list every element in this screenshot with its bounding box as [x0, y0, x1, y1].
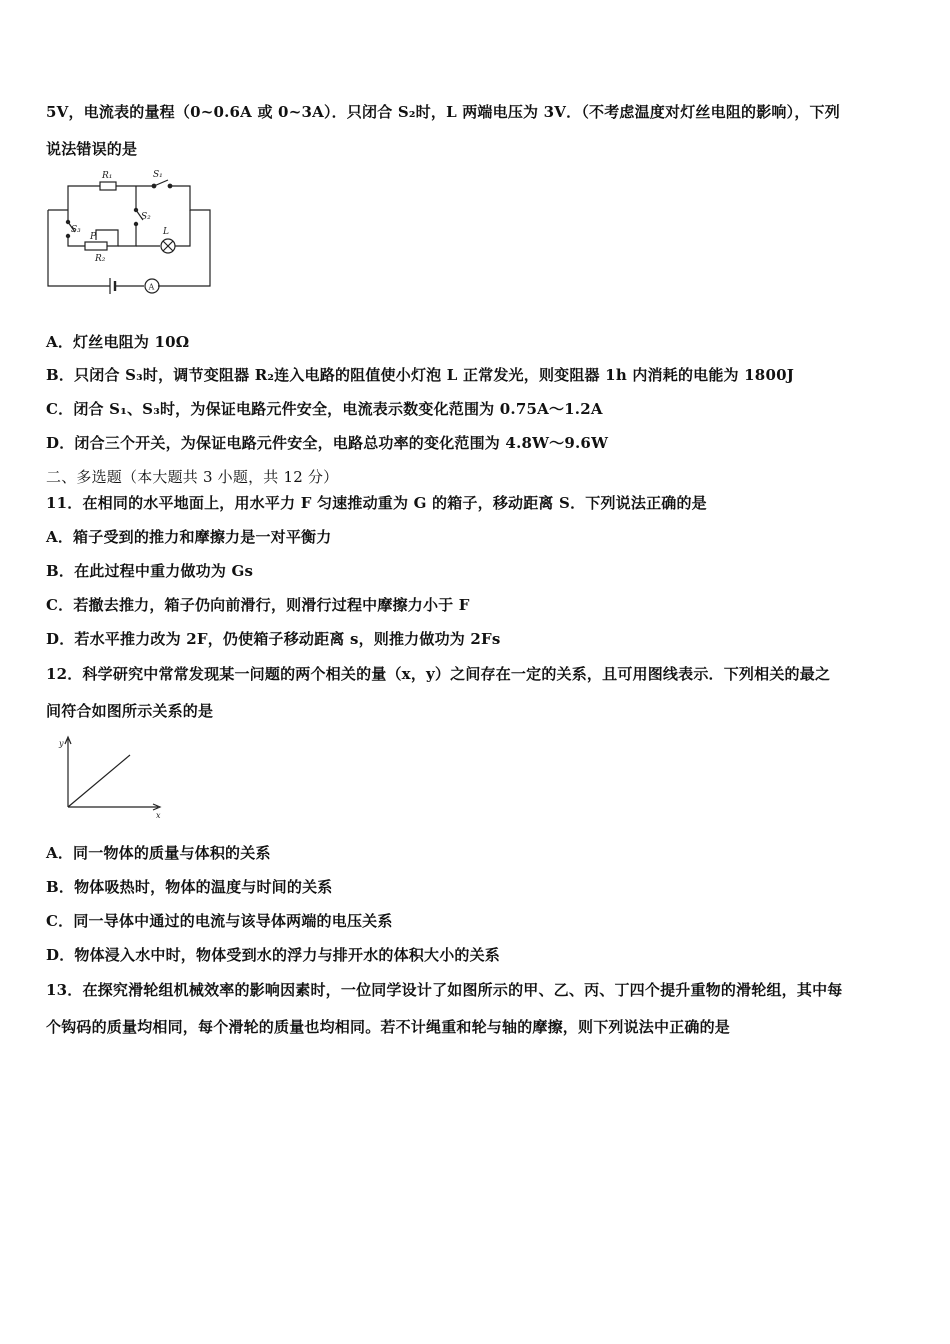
q10-option-b: B．只闭合 S₃时，调节变阻器 R₂连入电路的阻值使小灯泡 L 正常发光，则变阻器 1h 内消耗的电能为 1800J — [46, 366, 795, 384]
x-axis-label: x — [156, 811, 161, 820]
section2-heading: 二、多选题（本大题共 3 小题，共 12 分） — [46, 468, 339, 486]
label-r2: R₂ — [95, 254, 106, 264]
label-s2: S₂ — [141, 212, 151, 222]
label-s1: S₁ — [153, 170, 163, 180]
y-axis-label: y — [59, 739, 64, 748]
q12-option-c: C．同一导体中通过的电流与该导体两端的电压关系 — [46, 912, 393, 930]
q11-option-d: D．若水平推力改为 2F，仍使箱子移动距离 s，则推力做功为 2Fs — [46, 630, 501, 648]
q12-option-d: D．物体浸入水中时，物体受到水的浮力与排开水的体积大小的关系 — [46, 946, 501, 964]
label-s3: S₃ — [71, 225, 81, 235]
q12-stem-line1: 12．科学研究中常常发现某一问题的两个相关的量（x，y）之间存在一定的关系，且可用图线表示．下列相关的最之 — [46, 665, 831, 683]
q12-option-a: A．同一物体的质量与体积的关系 — [46, 844, 271, 862]
q10-stem-line1: 5V，电流表的量程（0~0.6A 或 0~3A）．只闭合 S₂时，L 两端电压为 3V．（不考虑温度对灯丝电阻的影响），下列 — [46, 103, 840, 121]
q10-option-c: C．闭合 S₁、S₃时，为保证电路元件安全，电流表示数变化范围为 0.75A～1.2A — [46, 400, 603, 418]
q12-stem-line2: 间符合如图所示关系的是 — [46, 702, 214, 720]
q10-option-d: D．闭合三个开关，为保证电路元件安全，电路总功率的变化范围为 4.8W～9.6W — [46, 434, 609, 452]
q12-linear-graph — [50, 733, 170, 823]
q11-option-c: C．若撤去推力，箱子仍向前滑行，则滑行过程中摩擦力小于 F — [46, 596, 470, 614]
q12-option-b: B．物体吸热时，物体的温度与时间的关系 — [46, 878, 333, 896]
q11-option-b: B．在此过程中重力做功为 Gs — [46, 562, 254, 580]
q13-stem-line1: 13．在探究滑轮组机械效率的影响因素时，一位同学设计了如图所示的甲、乙、丙、丁四个提升重物的滑轮组，其中每 — [46, 981, 843, 999]
r1-resistor — [100, 182, 116, 190]
q13-stem-line2: 个钩码的质量均相同，每个滑轮的质量也均相同。若不计绳重和轮与轴的摩擦，则下列说法中正确的是 — [46, 1018, 731, 1036]
q11-stem: 11．在相同的水平地面上，用水平力 F 匀速推动重为 G 的箱子，移动距离 S．下列说法正确的是 — [46, 494, 707, 512]
q11-option-a: A．箱子受到的推力和摩擦力是一对平衡力 — [46, 528, 332, 546]
label-lamp: L — [163, 227, 169, 237]
q10-option-a: A．灯丝电阻为 10Ω — [46, 333, 190, 351]
label-ammeter: A — [148, 282, 155, 292]
q10-circuit-diagram — [40, 166, 220, 296]
r2-rheostat — [85, 242, 107, 250]
label-p: P — [90, 232, 97, 242]
q10-stem-line2: 说法错误的是 — [46, 140, 138, 158]
label-r1: R₁ — [102, 171, 113, 181]
proportional-line — [68, 755, 130, 807]
